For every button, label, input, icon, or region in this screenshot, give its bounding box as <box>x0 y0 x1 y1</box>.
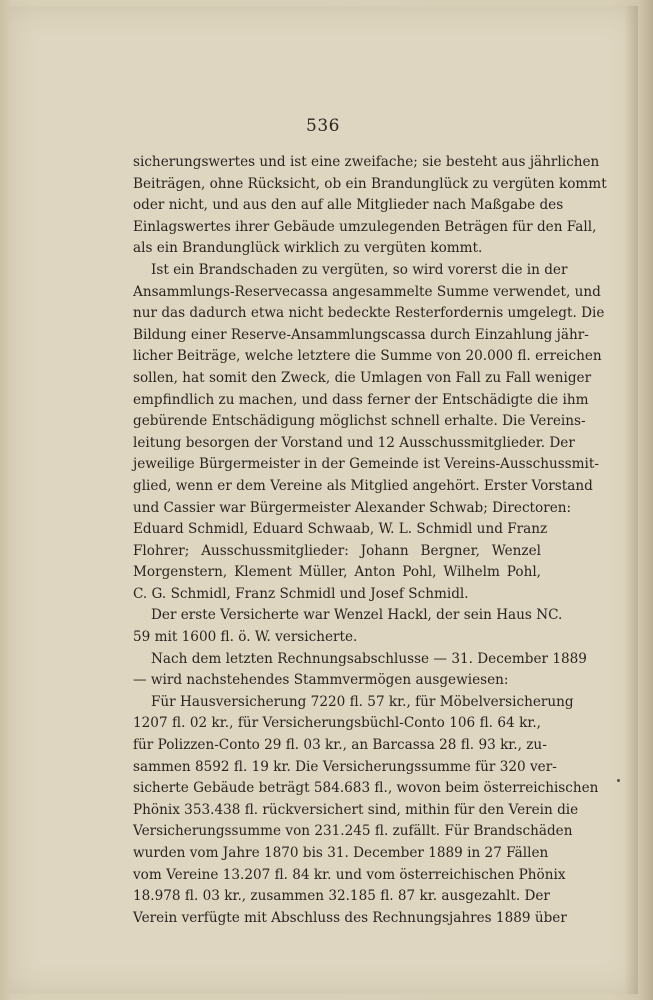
text-line: vom Vereine 13.207 fl. 84 kr. und vom österreichischen Phönix <box>133 866 566 883</box>
book-page <box>8 6 638 994</box>
text-line: Der erste Versicherte war Wenzel Hackl, der sein Haus NC. <box>151 607 563 624</box>
text-line: Eduard Schmidl, Eduard Schwaab, W. L. Schmidl und Franz <box>133 521 548 538</box>
text-line: Für Hausversicherung 7220 fl. 57 kr., für Möbelversicherung <box>151 693 574 710</box>
text-line: Ansammlungs-Reservecassa angesammelte Summe verwendet, und <box>133 283 601 300</box>
text-line: empfindlich zu machen, und dass ferner der Entschädigte die ihm <box>133 391 589 408</box>
text-line: gebürende Entschädigung möglichst schnell erhalte. Die Vereins- <box>133 413 586 430</box>
text-line: licher Beiträge, welche letztere die Summe von 20.000 fl. erreichen <box>133 348 602 365</box>
text-line: Flohrer; Ausschussmitglieder: Johann Bergner, Wenzel <box>133 542 541 559</box>
text-line: als ein Brandunglück wirklich zu vergüten kommt. <box>133 240 483 257</box>
text-line: jeweilige Bürgermeister in der Gemeinde ist Vereins-Ausschussmit- <box>133 456 599 473</box>
text-line: leitung besorgen der Vorstand und 12 Ausschussmitglieder. Der <box>133 434 575 451</box>
text-line: nur das dadurch etwa nicht bedeckte Resterfordernis umgelegt. Die <box>133 305 605 322</box>
text-line: 59 mit 1600 fl. ö. W. versicherte. <box>133 629 358 646</box>
body-text <box>133 152 607 929</box>
text-line: Verein verfügte mit Abschluss des Rechnungsjahres 1889 über <box>133 909 567 926</box>
page-edge-shadow <box>624 6 638 994</box>
text-line: Versicherungssumme von 231.245 fl. zufällt. Für Brandschäden <box>133 823 573 840</box>
text-line: 1207 fl. 02 kr., für Versicherungsbüchl-Conto 106 fl. 64 kr., <box>133 715 541 732</box>
ink-speck <box>617 779 620 782</box>
text-line: Einlagswertes ihrer Gebäude umzulegenden Beträgen für den Fall, <box>133 218 597 235</box>
text-line: oder nicht, und aus den auf alle Mitglieder nach Maßgabe des <box>133 197 564 214</box>
text-line: 18.978 fl. 03 kr., zusammen 32.185 fl. 87 kr. ausgezahlt. Der <box>133 888 550 905</box>
text-line: sicherte Gebäude beträgt 584.683 fl., wovon beim österreichischen <box>133 780 599 797</box>
text-line: sicherungswertes und ist eine zweifache; sie besteht aus jährlichen <box>133 154 600 170</box>
text-line: glied, wenn er dem Vereine als Mitglied angehört. Erster Vorstand <box>133 477 593 494</box>
page-number: 536 <box>306 116 340 136</box>
text-line: Phönix 353.438 fl. rückversichert sind, mithin für den Verein die <box>133 801 579 818</box>
text-line: sollen, hat somit den Zweck, die Umlagen von Fall zu Fall weniger <box>133 369 592 386</box>
text-line: Beiträgen, ohne Rücksicht, ob ein Brandunglück zu vergüten kommt <box>133 175 607 192</box>
text-line: wurden vom Jahre 1870 bis 31. December 1889 in 27 Fällen <box>133 845 549 861</box>
text-line: für Polizzen-Conto 29 fl. 03 kr., an Barcassa 28 fl. 93 kr., zu- <box>133 737 547 754</box>
text-line: Ist ein Brandschaden zu vergüten, so wird vorerst die in der <box>151 261 568 278</box>
text-line: — wird nachstehendes Stammvermögen ausgewiesen: <box>133 672 509 689</box>
text-line: Morgenstern, Klement Müller, Anton Pohl, Wilhelm Pohl, <box>133 564 541 581</box>
text-line: C. G. Schmidl, Franz Schmidl und Josef Schmidl. <box>133 585 469 602</box>
text-line: Bildung einer Reserve-Ansammlungscassa durch Einzahlung jähr- <box>133 326 589 343</box>
text-line: sammen 8592 fl. 19 kr. Die Versicherungssumme für 320 ver- <box>133 758 557 775</box>
text-line: und Cassier war Bürgermeister Alexander Schwab; Directoren: <box>133 499 572 516</box>
text-line: Nach dem letzten Rechnungsabschlusse — 31. December 1889 <box>151 650 587 667</box>
